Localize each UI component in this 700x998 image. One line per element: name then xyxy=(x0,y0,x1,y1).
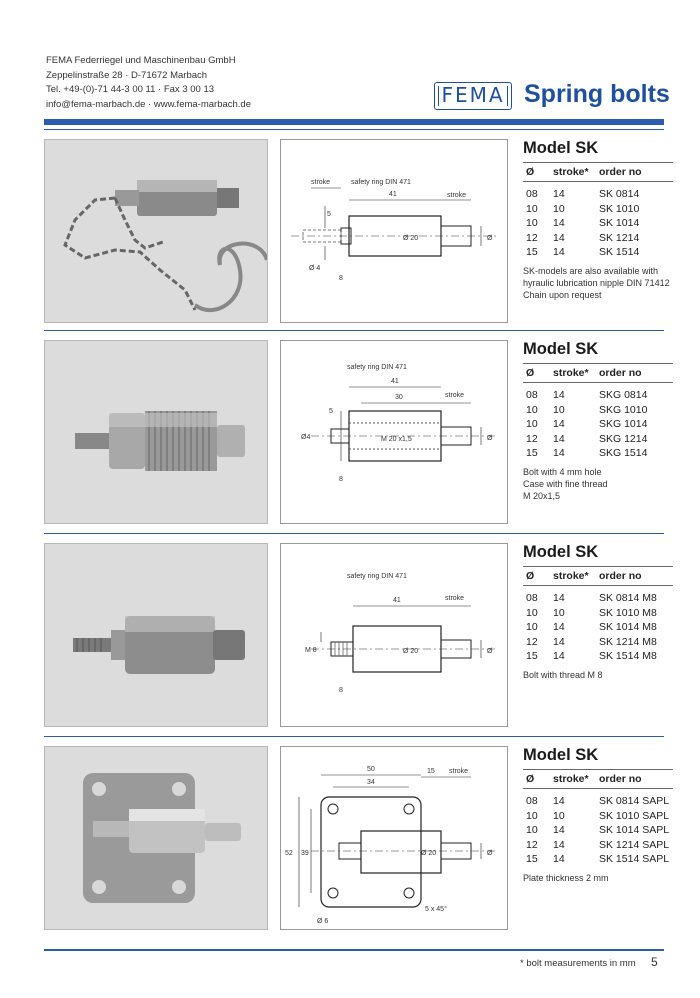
table-row: 15 14 SK 1514 xyxy=(526,246,640,259)
table-row: 12 14 SK 1214 xyxy=(526,231,640,244)
dim-thread: M 20 x1,5 xyxy=(381,436,412,443)
dim-thread: M 8 xyxy=(305,647,317,654)
dim-hole: Ø 6 xyxy=(317,918,329,925)
dim-diameter: Ø 20 xyxy=(403,648,419,655)
dim-stroke-left: stroke xyxy=(311,179,331,186)
table-row: 10 10 SK 1010 SAPL xyxy=(526,809,670,822)
section-sk-chain xyxy=(44,129,670,319)
table-row: 10 10 SKG 1010 xyxy=(526,403,648,416)
table-row: 10 10 SK 1010 xyxy=(526,202,640,215)
table-row: 10 14 SK 1014 M8 xyxy=(526,621,657,634)
dim-eight: 8 xyxy=(339,275,343,282)
col-stroke: stroke* xyxy=(553,570,589,582)
dim-safety-ring: safety ring DIN 471 xyxy=(347,364,407,371)
dim-pin: Ø xyxy=(487,850,493,857)
table-row: 10 14 SK 1014 xyxy=(526,217,640,230)
dim-length: 41 xyxy=(393,597,401,604)
company-address xyxy=(46,54,251,112)
table-header xyxy=(523,770,673,789)
section-divider xyxy=(44,533,664,534)
model-title: Model SK xyxy=(523,139,599,157)
dim-pin: Ø xyxy=(487,235,493,242)
table-row: 12 14 SK 1214 M8 xyxy=(526,635,657,648)
section-divider xyxy=(44,129,664,130)
table-row: 15 14 SKG 1514 xyxy=(526,447,648,460)
dim-stroke: stroke xyxy=(449,768,469,775)
spec-panel xyxy=(523,139,673,301)
dim-safety-ring: safety ring DIN 471 xyxy=(347,573,407,580)
dim-five: 5 xyxy=(327,211,331,218)
header-bar xyxy=(44,119,664,125)
table-row: 08 14 SK 0814 SAPL xyxy=(526,795,670,807)
technical-drawing-skg xyxy=(280,340,508,524)
model-note: Bolt with thread M 8 xyxy=(523,669,603,680)
dim-height-52: 52 xyxy=(285,850,293,857)
dim-hole: Ø 4 xyxy=(309,265,321,272)
product-photo-skg xyxy=(44,340,268,524)
table-row: 15 14 SK 1514 SAPL xyxy=(526,853,670,866)
col-diameter: Ø xyxy=(526,166,535,178)
dim-safety-ring: safety ring DIN 471 xyxy=(351,179,411,186)
col-diameter: Ø xyxy=(526,773,535,785)
model-title: Model SK xyxy=(523,340,599,358)
dim-hole: Ø4 xyxy=(301,434,311,441)
company-web: info@fema-marbach.de · www.fema-marbach.de xyxy=(46,98,252,110)
dim-width-50: 50 xyxy=(367,766,375,773)
dim-stroke-right: stroke xyxy=(447,192,467,199)
technical-drawing-m8 xyxy=(280,543,508,727)
table-row: 08 14 SK 0814 xyxy=(526,188,640,200)
table-header xyxy=(523,567,673,586)
table-row: 10 10 SK 1010 M8 xyxy=(526,606,657,619)
section-sk-m8 xyxy=(44,533,664,723)
col-stroke: stroke* xyxy=(553,166,589,178)
company-street: Zeppelinstraße 28 · D-71672 Marbach xyxy=(46,69,208,81)
product-photo-sapl xyxy=(44,746,268,930)
table-row: 10 14 SK 1014 SAPL xyxy=(526,824,670,837)
col-diameter: Ø xyxy=(526,570,535,582)
col-order: order no xyxy=(599,367,642,379)
section-skg xyxy=(44,330,664,520)
dim-stroke: stroke xyxy=(445,392,465,399)
dim-chamfer: 5 x 45° xyxy=(425,906,447,913)
product-photo-chain xyxy=(44,139,268,323)
table-row: 08 14 SKG 0814 xyxy=(526,389,648,401)
table-header xyxy=(523,364,673,383)
product-photo-m8 xyxy=(44,543,268,727)
company-name: FEMA Federriegel und Maschinenbau GmbH xyxy=(46,55,236,66)
technical-drawing-chain xyxy=(280,139,508,323)
col-order: order no xyxy=(599,773,642,785)
spec-panel xyxy=(523,543,673,681)
company-phone: Tel. +49-(0)-71 44-3 00 11 · Fax 3 00 13 xyxy=(46,84,215,95)
col-stroke: stroke* xyxy=(553,773,589,785)
technical-drawing-sapl xyxy=(280,746,508,930)
spec-panel xyxy=(523,746,673,884)
dim-height-39: 39 xyxy=(301,850,309,857)
table-row: 10 14 SKG 1014 xyxy=(526,418,648,431)
dim-length: 41 xyxy=(389,191,397,198)
table-row: 08 14 SK 0814 M8 xyxy=(526,592,657,604)
dim-diameter: Ø 20 xyxy=(421,850,437,857)
table-row: 12 14 SK 1214 SAPL xyxy=(526,838,670,851)
table-header xyxy=(523,163,673,182)
dim-stroke: stroke xyxy=(445,595,465,602)
dim-thread-length: 30 xyxy=(395,394,403,401)
footnote: * bolt measurements in mm xyxy=(520,958,636,969)
col-diameter: Ø xyxy=(526,367,535,379)
model-title: Model SK xyxy=(523,543,599,561)
model-note: Bolt with 4 mm hole Case with fine thread M 20x1,5 xyxy=(523,466,608,501)
dim-five: 5 xyxy=(329,408,333,415)
col-stroke: stroke* xyxy=(553,367,589,379)
spec-panel xyxy=(523,340,673,502)
col-order: order no xyxy=(599,570,642,582)
section-divider xyxy=(44,330,664,331)
section-divider xyxy=(44,736,664,737)
model-note: SK-models are also available with hyraulic lubrication nipple DIN 71412 Chain upon request xyxy=(523,265,670,300)
dim-width-34: 34 xyxy=(367,779,375,786)
table-row: 15 14 SK 1514 M8 xyxy=(526,650,657,663)
dim-length: 41 xyxy=(391,378,399,385)
col-order: order no xyxy=(599,166,642,178)
footer-rule xyxy=(44,949,664,951)
model-title: Model SK xyxy=(523,746,599,764)
fema-logo: FEMA xyxy=(434,82,512,110)
dim-pin: Ø xyxy=(487,648,493,655)
page-number: 5 xyxy=(651,955,658,969)
dim-eight: 8 xyxy=(339,476,343,483)
page-title: Spring bolts xyxy=(524,80,670,108)
model-note: Plate thickness 2 mm xyxy=(523,872,609,883)
dim-diameter: Ø 20 xyxy=(403,235,419,242)
dim-eight: 8 xyxy=(339,687,343,694)
section-sk-sapl xyxy=(44,736,670,926)
dim-width-15: 15 xyxy=(427,768,435,775)
dim-pin: Ø xyxy=(487,435,493,442)
table-row: 12 14 SKG 1214 xyxy=(526,432,648,445)
